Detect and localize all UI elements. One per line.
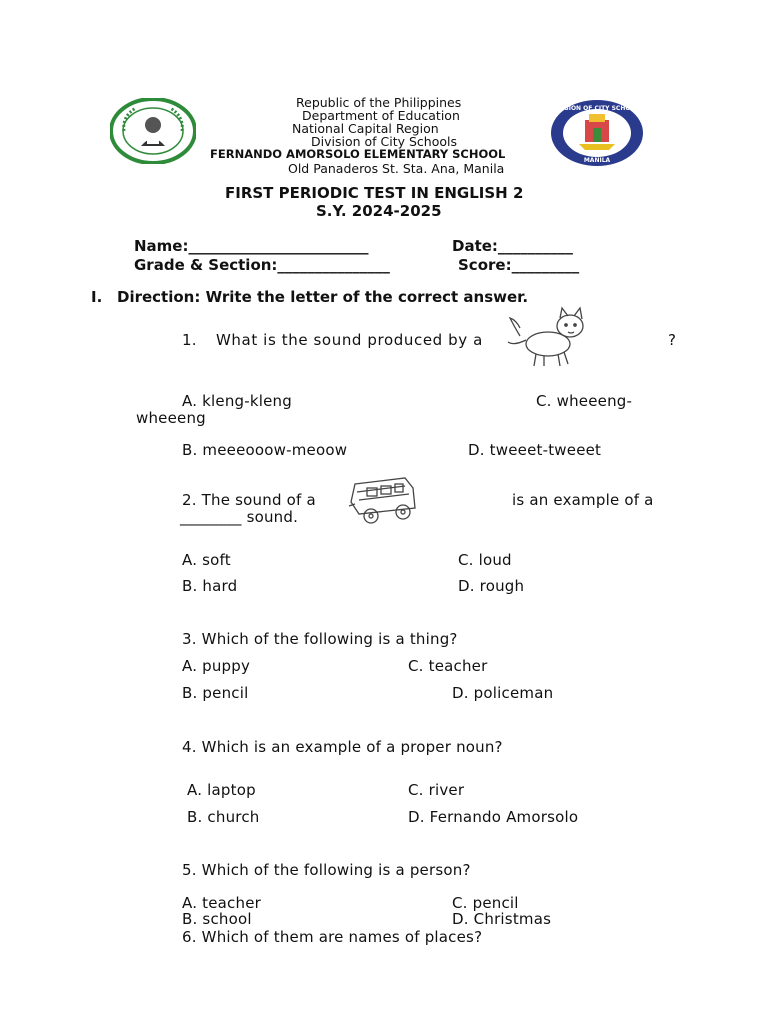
q2-choice-d: D. rough: [458, 577, 525, 595]
q3-choice-d: D. policeman: [452, 684, 554, 702]
header-division: Division of City Schools: [311, 134, 458, 149]
q4-choice-d: D. Fernando Amorsolo: [408, 808, 579, 826]
name-field: Name:________________________: [134, 237, 369, 255]
header-region: National Capital Region: [292, 121, 439, 136]
test-title: FIRST PERIODIC TEST IN ENGLISH 2: [225, 184, 524, 202]
q5-choice-c: C. pencil: [452, 894, 519, 912]
school-seal-logo: [110, 98, 196, 164]
direction-numeral: I.: [91, 288, 103, 306]
q4-choice-c: C. river: [408, 781, 465, 799]
q2-text-line2: ________ sound.: [180, 508, 299, 526]
q1-choice-c: C. wheeeng-: [536, 392, 633, 410]
q3-text: 3. Which of the following is a thing?: [182, 630, 458, 648]
q1-choice-b: B. meeeooow-meoow: [182, 441, 348, 459]
q2-text-end: is an example of a: [512, 491, 654, 509]
q3-choice-b: B. pencil: [182, 684, 249, 702]
q3-choice-a: A. puppy: [182, 657, 251, 675]
header-address: Old Panaderos St. Sta. Ana, Manila: [288, 161, 505, 176]
score-field: Score:_________: [458, 256, 580, 274]
grade-section-field: Grade & Section:_______________: [134, 256, 390, 274]
division-of-city-schools-logo: [549, 98, 645, 168]
q5-choice-a: A. teacher: [182, 894, 261, 912]
q3-choice-c: C. teacher: [408, 657, 488, 675]
right-logo-bottom-text: MANILA: [583, 157, 611, 164]
q5-choice-d: D. Christmas: [452, 910, 552, 928]
q6-text: 6. Which of them are names of places?: [182, 928, 483, 946]
jeepney-illustration: [345, 472, 421, 526]
q4-choice-b: B. church: [187, 808, 260, 826]
q1-choice-d: D. tweeet-tweeet: [468, 441, 602, 459]
q1-number: 1.: [182, 331, 197, 349]
q2-choice-c: C. loud: [458, 551, 512, 569]
q1-choice-c-wrap: wheeeng: [136, 409, 206, 427]
q4-choice-a: A. laptop: [187, 781, 256, 799]
q2-choice-b: B. hard: [182, 577, 238, 595]
header-republic: Republic of the Philippines: [296, 95, 462, 110]
q1-choice-a: A. kleng-kleng: [182, 392, 292, 410]
header-school-name: FERNANDO AMORSOLO ELEMENTARY SCHOOL: [210, 147, 506, 161]
q1-text: What is the sound produced by a: [216, 331, 483, 349]
q4-text: 4. Which is an example of a proper noun?: [182, 738, 503, 756]
cat-illustration: [500, 306, 590, 368]
q5-choice-b: B. school: [182, 910, 252, 928]
header-deped: Department of Education: [302, 108, 460, 123]
q2-text: 2. The sound of a: [182, 491, 316, 509]
school-year: S.Y. 2024-2025: [316, 202, 442, 220]
date-field: Date:__________: [452, 237, 573, 255]
direction-text: Direction: Write the letter of the correct answer.: [117, 288, 529, 306]
q1-question-mark: ?: [668, 331, 677, 349]
right-logo-text: DIVISION OF CITY SCHOOLS: [550, 105, 644, 112]
q5-text: 5. Which of the following is a person?: [182, 861, 471, 879]
q2-choice-a: A. soft: [182, 551, 231, 569]
